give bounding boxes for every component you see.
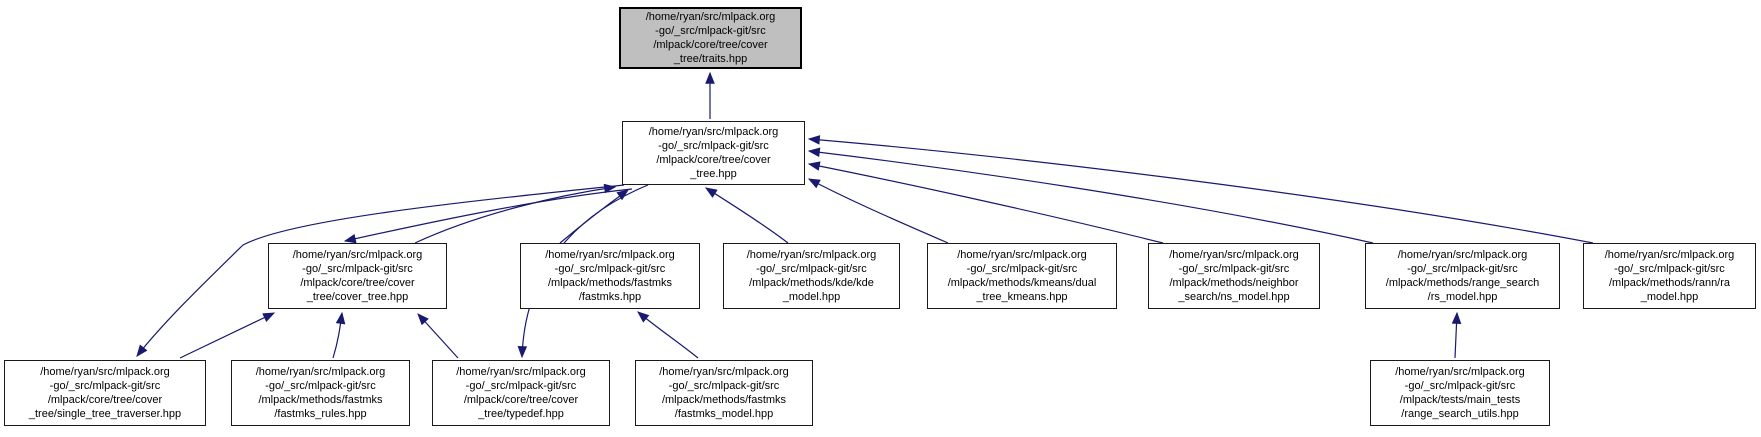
node-label-line: /mlpack/core/tree/cover: [463, 394, 579, 406]
node-fastmks-hpp[interactable]: [520, 243, 700, 309]
node-label-line: /mlpack/methods/fastmks: [547, 277, 673, 289]
node-range-search-utils-hpp[interactable]: [1370, 360, 1550, 426]
node-label-line: -go/_src/mlpack-git/src: [658, 140, 769, 152]
node-label-line: /home/ryan/src/mlpack.org: [1397, 249, 1528, 261]
edge-single-tree-traverser-to-cover-tree-cover-tree: [180, 313, 274, 358]
node-label-line: -go/_src/mlpack-git/src: [265, 380, 376, 392]
node-label-line: -go/_src/mlpack-git/src: [1404, 380, 1516, 392]
node-label-line: /rs_model.hpp: [1427, 291, 1498, 303]
node-label-line: /mlpack/methods/kde/kde: [749, 277, 874, 289]
edge-fastmks-model-to-fastmks: [638, 312, 698, 358]
edge-fastmks-rules-to-cover-tree-cover-tree: [333, 313, 342, 358]
node-fastmks-rules-hpp[interactable]: [231, 360, 410, 426]
node-label-line: /home/ryan/src/mlpack.org: [746, 249, 877, 261]
edge-range-search-utils-to-rs-model: [1455, 313, 1457, 358]
node-label-line: -go/_src/mlpack-git/src: [756, 263, 867, 275]
node-label-line: /mlpack/core/tree/cover: [656, 154, 771, 166]
node-label-line: /home/ryan/src/mlpack.org: [545, 249, 675, 261]
edge-fastmks-to-cover-tree: [560, 190, 628, 243]
edge-rs-model-to-cover-tree: [809, 151, 1373, 243]
node-label-line: /home/ryan/src/mlpack.org: [40, 366, 170, 378]
node-label-line: /mlpack/core/tree/cover: [300, 277, 415, 289]
node-label-line: _search/ns_model.hpp: [1178, 291, 1290, 303]
node-label-line: /home/ryan/src/mlpack.org: [1169, 249, 1299, 261]
node-label-line: -go/_src/mlpack-git/src: [655, 25, 766, 37]
edge-kde-model-to-cover-tree: [706, 188, 788, 243]
node-label-line: /home/ryan/src/mlpack.org: [659, 366, 789, 378]
node-label-line: /fastmks.hpp: [578, 291, 642, 303]
node-label-line: /fastmks_rules.hpp: [274, 408, 367, 420]
node-dual-tree-kmeans-hpp[interactable]: [927, 243, 1117, 309]
node-label-line: _tree.hpp: [690, 168, 737, 180]
node-label-line: /fastmks_model.hpp: [674, 408, 774, 420]
node-single-tree-traverser-hpp[interactable]: [4, 360, 206, 426]
node-fastmks-model-hpp[interactable]: [635, 360, 813, 426]
node-label-line: -go/_src/mlpack-git/src: [668, 380, 780, 392]
node-traits-hpp: [619, 7, 802, 69]
node-label-line: /mlpack/tests/main_tests: [1399, 394, 1521, 406]
edge-ns-model-to-cover-tree: [809, 164, 1163, 243]
node-label-line: /mlpack/core/tree/cover: [653, 39, 768, 51]
node-label-line: _tree/traits.hpp: [673, 53, 748, 65]
node-label-line: -go/_src/mlpack-git/src: [1178, 263, 1290, 275]
node-label-line: /mlpack/methods/neighbor: [1169, 277, 1299, 289]
node-label-line: -go/_src/mlpack-git/src: [1407, 263, 1518, 275]
node-label-line: -go/_src/mlpack-git/src: [49, 380, 161, 392]
node-label-line: /range_search_utils.hpp: [1401, 408, 1519, 420]
node-cover-tree-cover-tree-hpp[interactable]: [268, 243, 447, 309]
node-label-line: /home/ryan/src/mlpack.org: [1395, 366, 1525, 378]
node-label-line: /mlpack/methods/kmeans/dual: [947, 277, 1097, 289]
node-label-line: _model.hpp: [782, 291, 841, 303]
node-label-line: /home/ryan/src/mlpack.org: [255, 366, 386, 378]
node-label-line: -go/_src/mlpack-git/src: [465, 380, 577, 392]
node-label-line: /mlpack/methods/fastmks: [661, 394, 787, 406]
node-label-line: /mlpack/methods/fastmks: [258, 394, 383, 406]
node-label-line: /mlpack/methods/range_search: [1385, 277, 1540, 289]
node-rs-model-hpp[interactable]: [1365, 243, 1560, 309]
node-label-line: _tree/single_tree_traverser.hpp: [28, 408, 182, 420]
node-typedef-hpp[interactable]: [432, 360, 610, 426]
node-ns-model-hpp[interactable]: [1148, 243, 1320, 309]
node-label-line: /home/ryan/src/mlpack.org: [648, 126, 779, 138]
node-label-line: -go/_src/mlpack-git/src: [554, 263, 666, 275]
node-label-line: _tree/cover_tree.hpp: [306, 291, 409, 303]
node-label-line: /home/ryan/src/mlpack.org: [645, 11, 776, 23]
node-label-line: _model.hpp: [1640, 291, 1699, 303]
node-label-line: _tree_kmeans.hpp: [976, 291, 1068, 303]
node-label-line: /home/ryan/src/mlpack.org: [1604, 249, 1735, 261]
node-label-line: _tree/typedef.hpp: [478, 408, 564, 420]
node-label-line: /home/ryan/src/mlpack.org: [292, 249, 423, 261]
node-kde-model-hpp[interactable]: [723, 243, 900, 309]
node-label-line: -go/_src/mlpack-git/src: [966, 263, 1078, 275]
node-label-line: /home/ryan/src/mlpack.org: [456, 366, 586, 378]
node-label-line: -go/_src/mlpack-git/src: [302, 263, 413, 275]
node-label-line: /home/ryan/src/mlpack.org: [957, 249, 1087, 261]
edge-typedef-to-cover-tree-cover-tree: [418, 314, 458, 358]
node-ra-model-hpp[interactable]: [1583, 243, 1756, 309]
node-label-line: -go/_src/mlpack-git/src: [1614, 263, 1725, 275]
node-cover-tree-hpp[interactable]: [622, 121, 805, 185]
node-label-line: /mlpack/methods/rann/ra: [1608, 277, 1731, 289]
edge-ra-model-to-cover-tree: [809, 139, 1593, 243]
node-label-line: /mlpack/core/tree/cover: [47, 394, 163, 406]
